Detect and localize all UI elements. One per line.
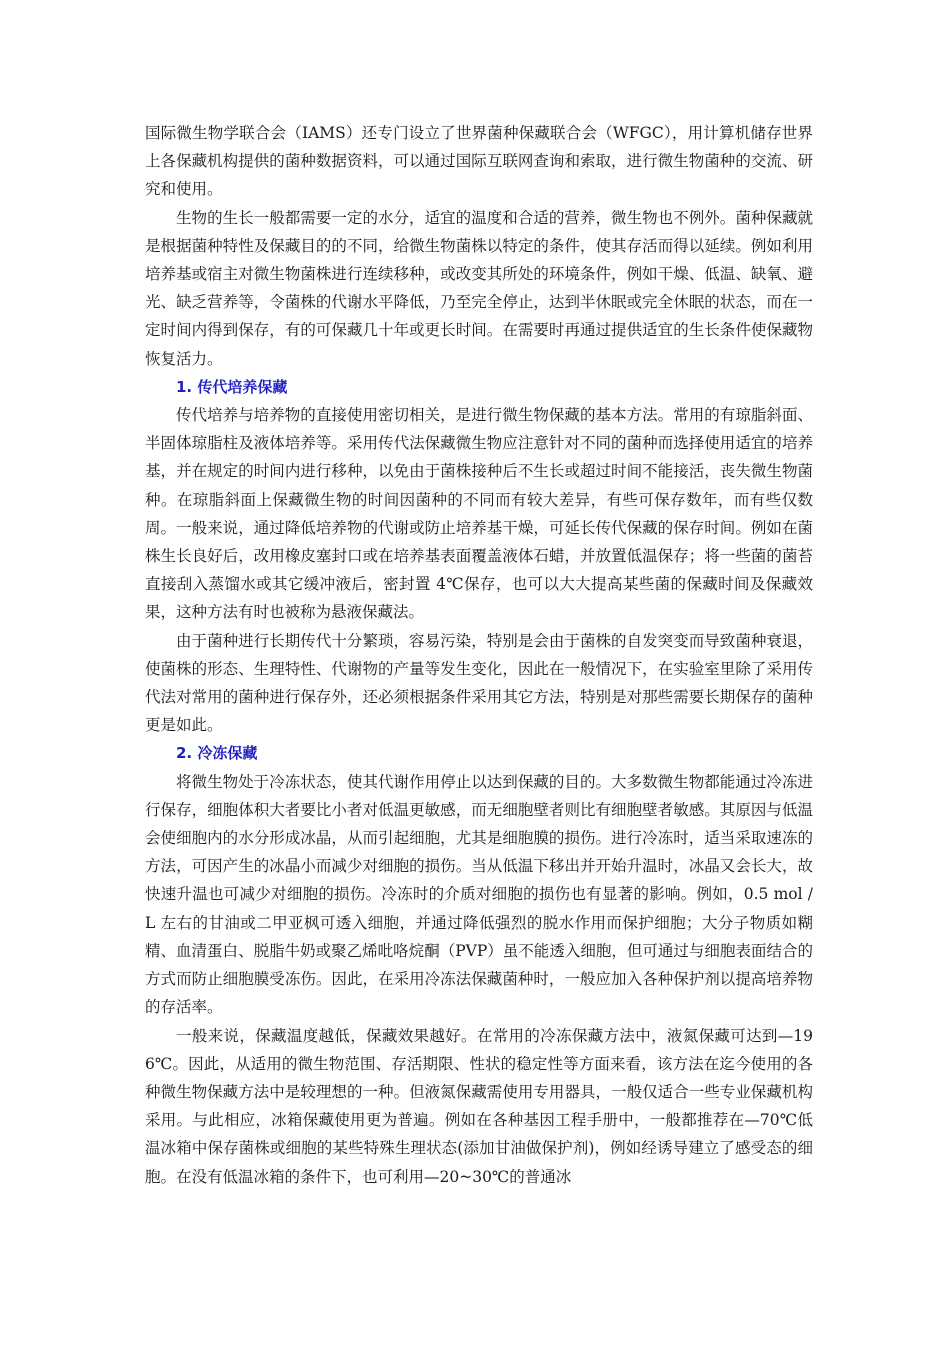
paragraph-freezing-method: 将微生物处于冷冻状态，使其代谢作用停止以达到保藏的目的。大多数微生物都能通过冷冻进行保存，细胞体积大者要比小者对低温更敏感，而无细胞壁者则比有细胞壁者敏感。其原因与低温会使细胞内的水分形成冰晶，从而引起细胞，尤其是细胞膜的损伤。进行冷冻时，适当采取速冻的方法，可因产生的冰晶小而减少对细胞的损伤。当从低温下移出并开始升温时，冰晶又会长大，故快速升温也可减少对细胞的损伤。冷冻时的介质对细胞的损伤也有显著的影响。例如，0.5 mol / L 左右的甘油或二甲亚枫可透入细胞，并通过降低强烈的脱水作用而保护细胞；大分子物质如糊精、血清蛋白、脱脂牛奶或聚乙烯吡咯烷酮（PVP）虽不能透入细胞，但可通过与细胞表面结合的方式而防止细胞膜受冻伤。因此，在采用冷冻法保藏菌种时，一般应加入各种保护剂以提高培养物的存活率。 [145, 772, 813, 1017]
paragraph-wfgc: 国际微生物学联合会（IAMS）还专门设立了世界菌种保藏联合会（WFGC），用计算机储存世界上各保藏机构提供的菌种数据资料，可以通过国际互联网查询和索取，进行微生物菌种的交流、研究和使用。 [145, 124, 813, 199]
section-heading-subculture: 1. 传代培养保藏 [176, 377, 288, 396]
paragraph-preservation-intro: 生物的生长一般都需要一定的水分，适宜的温度和合适的营养，微生物也不例外。菌种保藏就是根据菌种特性及保藏目的的不同，给微生物菌株以特定的条件，使其存活而得以延续。例如利用培养基或宿主对微生物菌株进行连续移种，或改变其所处的环境条件，例如干燥、低温、缺氧、避光、缺乏营养等，令菌株的代谢水平降低，乃至完全停止，达到半休眠或完全休眠的状态，而在一定时间内得到保存，有的可保藏几十年或更长时间。在需要时再通过提供适宜的生长条件使保藏物恢复活力。 [145, 208, 813, 368]
section-heading-freezing: 2. 冷冻保藏 [176, 744, 258, 763]
paragraph-freezing-temperature: 一般来说，保藏温度越低，保藏效果越好。在常用的冷冻保藏方法中，液氮保藏可达到—196℃。因此，从适用的微生物范围、存活期限、性状的稳定性等方面来看，该方法在迄今使用的各种微生物保藏方法中是较理想的一种。但液氮保藏需使用专用器具，一般仅适合一些专业保藏机构采用。与此相应，冰箱保藏使用更为普遍。例如在各种基因工程手册中，一般都推荐在—70℃低温冰箱中保存菌株或细胞的某些特殊生理状态(添加甘油做保护剂)，例如经诱导建立了感受态的细胞。在没有低温冰箱的条件下，也可利用—20~30℃的普通冰 [145, 1026, 813, 1186]
paragraph-subculture-drawbacks: 由于菌种进行长期传代十分繁琐，容易污染，特别是会由于菌株的自发突变而导致菌种衰退，使菌株的形态、生理特性、代谢物的产量等发生变化，因此在一般情况下，在实验室里除了采用传代法对常用的菌种进行保存外，还必须根据条件采用其它方法，特别是对那些需要长期保存的菌种更是如此。 [145, 631, 813, 735]
document-page [145, 119, 813, 1191]
paragraph-subculture-method: 传代培养与培养物的直接使用密切相关，是进行微生物保藏的基本方法。常用的有琼脂斜面、半固体琼脂柱及液体培养等。采用传代法保藏微生物应注意针对不同的菌种而选择使用适宜的培养基，并在规定的时间内进行移种，以免由于菌株接种后不生长或超过时间不能接活，丧失微生物菌种。在琼脂斜面上保藏微生物的时间因菌种的不同而有较大差异，有些可保存数年，而有些仅数周。一般来说，通过降低培养物的代谢或防止培养基干燥，可延长传代保藏的保存时间。例如在菌株生长良好后，改用橡皮塞封口或在培养基表面覆盖液体石蜡，并放置低温保存；将一些菌的菌苔直接刮入蒸馏水或其它缓冲液后，密封置 4℃保存，也可以大大提高某些菌的保藏时间及保藏效果，这种方法有时也被称为悬液保藏法。 [145, 406, 813, 622]
